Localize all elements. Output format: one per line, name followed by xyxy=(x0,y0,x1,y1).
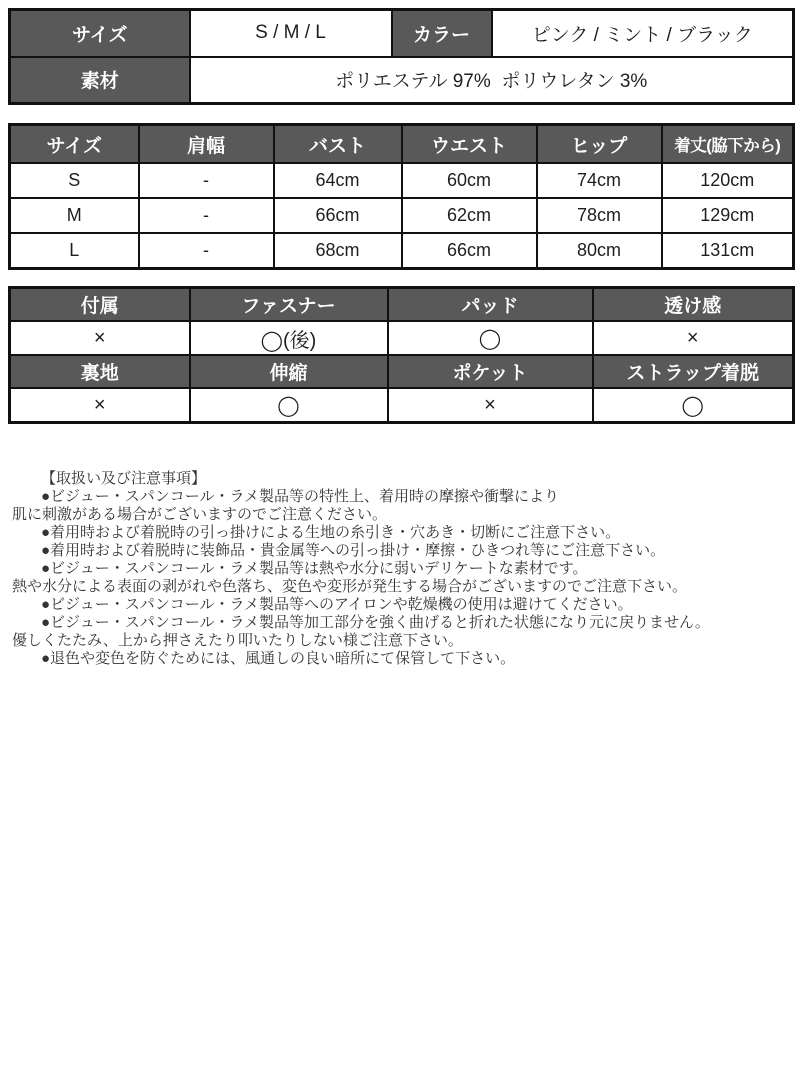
value-cell: × xyxy=(10,321,190,355)
feature-table xyxy=(8,286,795,424)
header-cell: バスト xyxy=(274,125,402,164)
header-cell: 伸縮 xyxy=(190,355,388,388)
care-note-line: ●退色や変色を防ぐためには、風通しの良い暗所にて保管して下さい。 xyxy=(41,650,516,667)
material-row xyxy=(10,57,794,104)
care-note-line: ●ビジュー・スパンコール・ラメ製品等加工部分を強く曲げると折れた状態になり元に戻りません。 xyxy=(41,614,710,631)
header-cell: ウエスト xyxy=(402,125,537,164)
care-note-line: ●ビジュー・スパンコール・ラメ製品等は熱や水分に弱いデリケートな素材です。 xyxy=(41,560,588,577)
header-cell: パッド xyxy=(388,288,593,322)
value-cell: × xyxy=(388,388,593,423)
value-cell: - xyxy=(139,163,274,198)
header-cell: 付属 xyxy=(10,288,190,322)
value-cell: ◯ xyxy=(190,388,388,423)
header-cell: ヒップ xyxy=(537,125,662,164)
value-cell: × xyxy=(593,321,794,355)
value-cell: 62cm xyxy=(402,198,537,233)
header-cell: ポケット xyxy=(388,355,593,388)
value-cell: 60cm xyxy=(402,163,537,198)
value-cell: L xyxy=(10,233,139,269)
care-note-line: ●ビジュー・スパンコール・ラメ製品等の特性上、着用時の摩擦や衝撃により xyxy=(41,488,560,505)
value-cell: 80cm xyxy=(537,233,662,269)
care-notes xyxy=(8,470,792,668)
value-cell: ◯ xyxy=(388,321,593,355)
value-cell: 120cm xyxy=(662,163,794,198)
feature-header-row-2 xyxy=(10,355,794,388)
color-value-cell: ピンク / ミント / ブラック xyxy=(492,10,794,57)
value-cell: 68cm xyxy=(274,233,402,269)
value-cell: 66cm xyxy=(402,233,537,269)
header-cell: サイズ xyxy=(10,125,139,164)
value-cell: 74cm xyxy=(537,163,662,198)
value-cell: S xyxy=(10,163,139,198)
value-cell: 131cm xyxy=(662,233,794,269)
feature-header-row-1 xyxy=(10,288,794,322)
value-cell: 129cm xyxy=(662,198,794,233)
size-chart-header-row xyxy=(10,125,794,164)
size-chart-table xyxy=(8,123,795,270)
care-note-line: ●ビジュー・スパンコール・ラメ製品等へのアイロンや乾燥機の使用は避けてください。 xyxy=(41,596,633,613)
header-cell: ストラップ着脱 xyxy=(593,355,794,388)
value-cell: ◯(後) xyxy=(190,321,388,355)
value-cell: M xyxy=(10,198,139,233)
size-color-material-table xyxy=(8,8,795,105)
care-note-line: 肌に刺激がある場合がございますのでご注意ください。 xyxy=(12,506,388,523)
care-note-line: 熱や水分による表面の剥がれや色落ち、変色や変形が発生する場合がございますのでご注意下さい。 xyxy=(12,578,688,595)
size-value-cell: S / M / L xyxy=(190,10,392,57)
value-cell: 78cm xyxy=(537,198,662,233)
value-cell: 66cm xyxy=(274,198,402,233)
size-color-row xyxy=(10,10,794,57)
size-label-cell: サイズ xyxy=(10,10,190,57)
care-note-line: 優しくたたみ、上から押さえたり叩いたりしない様ご注意下さい。 xyxy=(12,632,463,649)
feature-value-row-1 xyxy=(10,321,794,355)
material-value-cell: ポリエステル 97% ポリウレタン 3% xyxy=(190,57,794,104)
header-cell: 着丈(脇下から) xyxy=(662,125,794,164)
header-cell: 透け感 xyxy=(593,288,794,322)
table-row-size-l xyxy=(10,233,794,269)
care-note-line: ●着用時および着脱時に装飾品・貴金属等への引っ掛け・摩擦・ひきつれ等にご注意下さい。 xyxy=(41,542,666,559)
table-row-size-s xyxy=(10,163,794,198)
value-cell: - xyxy=(139,233,274,269)
value-cell: × xyxy=(10,388,190,423)
table-row-size-m xyxy=(10,198,794,233)
value-cell: 64cm xyxy=(274,163,402,198)
value-cell: - xyxy=(139,198,274,233)
material-label-cell: 素材 xyxy=(10,57,190,104)
care-note-line: ●着用時および着脱時の引っ掛けによる生地の糸引き・穴あき・切断にご注意下さい。 xyxy=(41,524,621,541)
header-cell: 裏地 xyxy=(10,355,190,388)
value-cell: ◯ xyxy=(593,388,794,423)
header-cell: ファスナー xyxy=(190,288,388,322)
color-label-cell: カラー xyxy=(392,10,492,57)
care-notes-title: 【取扱い及び注意事項】 xyxy=(41,470,207,487)
header-cell: 肩幅 xyxy=(139,125,274,164)
feature-value-row-2 xyxy=(10,388,794,423)
